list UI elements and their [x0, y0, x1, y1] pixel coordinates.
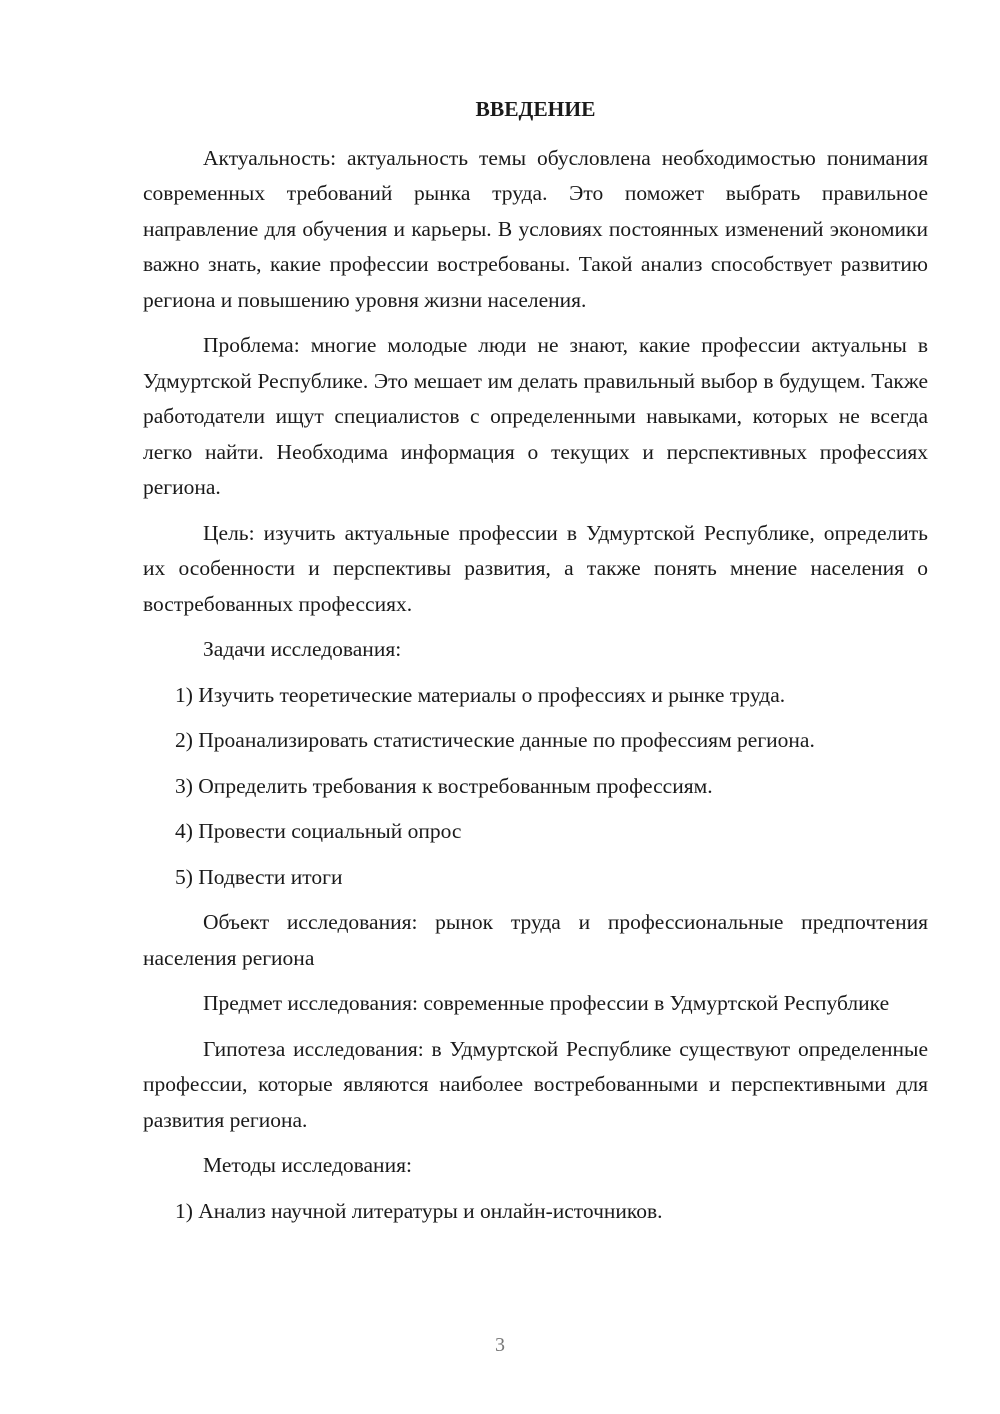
object-paragraph: Объект исследования: рынок труда и профессиональные предпочтения населения региона	[143, 910, 928, 970]
goal-paragraph: Цель: изучить актуальные профессии в Удмуртской Республике, определить их особенности и перспективы развития, а также понять мнение населения о востребованных профессиях.	[143, 520, 928, 616]
page-title: ВВЕДЕНИЕ	[475, 97, 596, 121]
relevance-paragraph: Актуальность: актуальность темы обусловлена необходимостью понимания современных требований рынка труда. Это поможет выбрать правильное направление для обучения и карьеры. В условиях постоянных изменений экономики важно знать, какие профессии востребованы. Такой анализ способствует развитию региона и повышению уровня жизни населения.	[143, 145, 928, 312]
hypothesis-paragraph: Гипотеза исследования: в Удмуртской Республике существуют определенные профессии, которые являются наиболее востребованными и перспективными для развития региона.	[143, 1036, 928, 1132]
methods-heading: Методы исследования:	[203, 1153, 412, 1177]
list-item: 4) Провести социальный опрос	[175, 819, 462, 843]
list-item: 5) Подвести итоги	[175, 864, 343, 889]
list-item: 3) Определить требования к востребованным профессиям.	[175, 773, 713, 798]
tasks-list	[143, 678, 928, 896]
page-number: 3	[495, 1334, 505, 1356]
problem-paragraph: Проблема: многие молодые люди не знают, какие профессии актуальны в Удмуртской Республике. Это мешает им делать правильный выбор в будущем. Также работодатели ищут специалистов с определенными навыками, которых не всегда легко найти. Необходима информация о текущих и перспективных профессиях региона.	[143, 333, 928, 499]
list-item: 2) Проанализировать статистические данные по профессиям региона.	[175, 728, 815, 752]
list-item: 1) Анализ научной литературы и онлайн-источников.	[175, 1198, 663, 1223]
list-item: 1) Изучить теоретические материалы о профессиях и рынке труда.	[175, 682, 786, 707]
methods-list	[143, 1194, 928, 1230]
tasks-heading: Задачи исследования:	[203, 637, 402, 661]
subject-paragraph: Предмет исследования: современные профессии в Удмуртской Республике	[203, 991, 890, 1015]
document-page	[143, 92, 928, 1239]
